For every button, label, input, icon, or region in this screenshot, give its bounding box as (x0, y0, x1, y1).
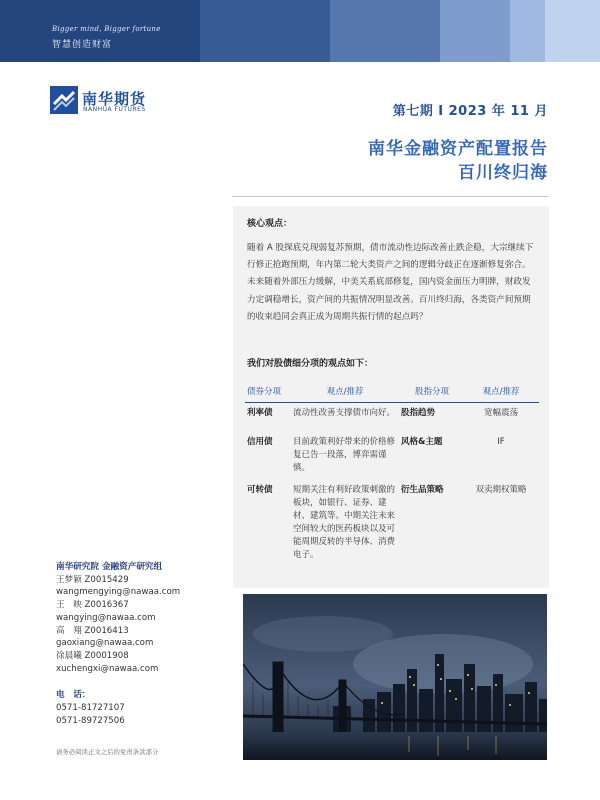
report-title: 南华金融资产配置报告 (368, 139, 548, 159)
bond-view: 流动性改善支撑债市向好。 (293, 407, 396, 418)
research-group-name: 南华研究院 金融资产研究组 (56, 562, 163, 572)
table-row (245, 402, 539, 432)
bond-view: 短期关注有利好政策刺激的板块，如银行、证券、建材、建筑等。中期关注未来空间较大的医药板块以及可能周期反转的半导体、消费电子。 (293, 485, 396, 560)
bond-view: 目前政策利好带来的价格修复已告一段落，博弈需谨慎。 (293, 437, 396, 473)
company-name-cn: 南华期货 (82, 90, 147, 108)
table-header-row (245, 380, 539, 402)
banner-tile (330, 0, 440, 62)
bond-item: 利率债 (247, 407, 273, 418)
skyline-image (243, 594, 547, 760)
views-table (245, 380, 539, 564)
header-equity-view: 观点/推荐 (463, 380, 539, 402)
title-divider (232, 196, 548, 197)
analyst-email: xuchengxi@nawaa.com (56, 663, 159, 674)
equity-view: 双卖期权策略 (475, 485, 527, 495)
analyst-email: gaoxiang@nawaa.com (56, 638, 154, 649)
banner-tile (510, 0, 545, 62)
cover-photo-skyline (243, 594, 547, 760)
table-row (245, 480, 539, 564)
banner-tile (545, 0, 600, 62)
table-row (245, 432, 539, 480)
header-equity-item: 股指分项 (401, 380, 463, 402)
core-view-panel (233, 206, 549, 588)
analyst-name: 王梦颖 Z0015429 (56, 574, 129, 585)
equity-view: IF (497, 437, 505, 447)
report-subtitle: 百川终归海 (458, 163, 548, 183)
analyst-name: 王 映 Z0016367 (56, 600, 129, 611)
views-subheading: 我们对股债细分项的观点如下： (247, 359, 374, 369)
header-bond-view: 观点/推荐 (289, 380, 401, 402)
equity-item: 风格&主题 (401, 437, 443, 447)
issue-date: 第七期 Ⅰ 2023 年 11 月 (392, 104, 548, 119)
company-logo (50, 86, 200, 116)
phone-number: 0571-81727107 (56, 703, 125, 714)
banner-tile (200, 0, 330, 62)
banner-tile (440, 0, 510, 62)
header-bond-item: 债券分项 (245, 380, 289, 402)
core-view-heading: 核心观点： (247, 219, 293, 229)
bond-item: 可转债 (247, 485, 273, 495)
header-banner (0, 0, 600, 62)
slogan-chinese: 智慧创造财富 (52, 40, 113, 50)
logo-mark-icon (50, 86, 78, 114)
disclaimer-note: 请务必阅读正文之后的免责条款部分 (56, 748, 159, 756)
company-name-en: NANHUA FUTURES (83, 106, 146, 113)
equity-item: 股指趋势 (401, 407, 436, 418)
equity-item: 衍生品策略 (401, 485, 444, 495)
analyst-email: wangying@nawaa.com (56, 612, 156, 623)
phone-number: 0571-89727506 (56, 715, 125, 726)
bond-item: 信用债 (247, 437, 273, 447)
phone-label: 电 话： (56, 690, 91, 701)
equity-view: 宽幅震荡 (483, 407, 518, 418)
analyst-name: 徐晨曦 Z0001908 (56, 650, 129, 661)
analyst-name: 高 翔 Z0016413 (56, 625, 129, 636)
analyst-email: wangmengying@nawaa.com (56, 587, 181, 598)
contacts-block (56, 561, 180, 727)
slogan-english: Bigger mind, Bigger fortune (52, 25, 161, 33)
core-view-body: 随着 A 股探底兑现弱复苏预期，债市流动性边际改善止跌企稳，大宗继续下行修正抢跑预期，年内第二轮大类资产之间的逻辑分歧正在逐渐修复弥合。未来随着外部压力缓解，中美关系底部修复，国内资金面压力明牌，财政发力定调稳增长，资产间的共振情况明显改善。百川终归海，各类资产间预期的收束趋同会真正成为周期共振行情的起点吗？ (247, 243, 534, 322)
